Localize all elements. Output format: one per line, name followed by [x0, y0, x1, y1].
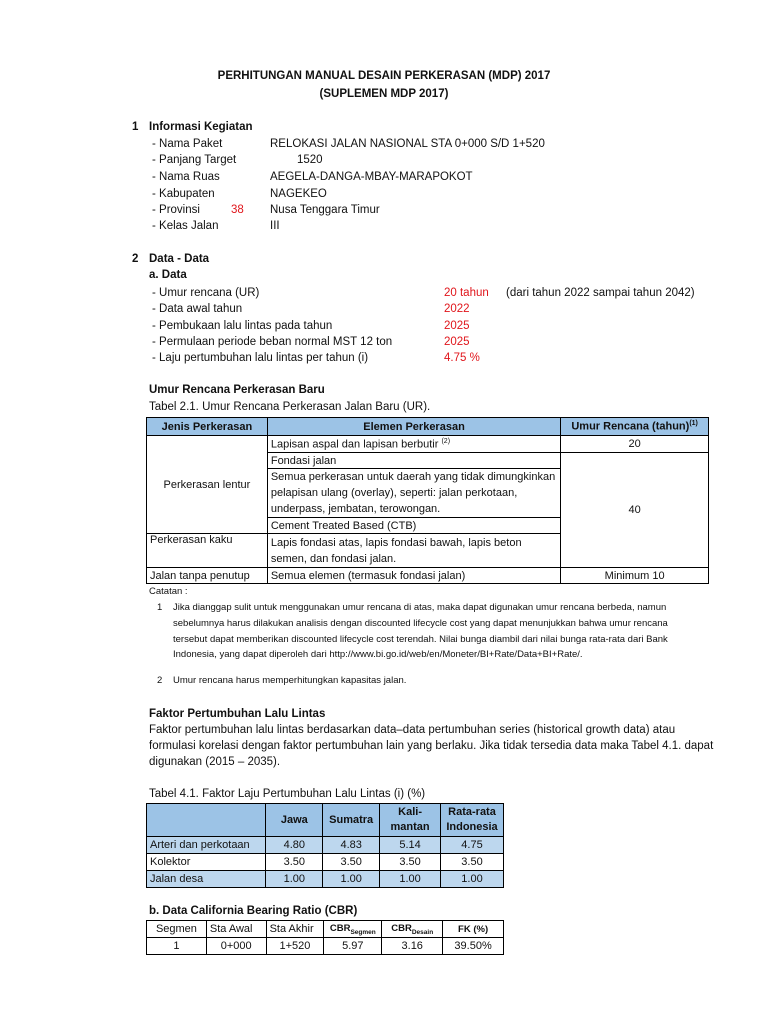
header-cbr-desain-sub: Desain	[411, 928, 434, 936]
header-rata-rata	[441, 804, 504, 837]
cell-sumatra: 1.00	[323, 871, 380, 888]
umur-rencana-heading: Umur Rencana Perkerasan Baru	[149, 384, 325, 396]
cell-sta-awal: 0+000	[206, 938, 266, 955]
header-jawa: Jawa	[266, 804, 323, 837]
row-name: Arteri dan perkotaan	[147, 837, 266, 854]
header-umur-text: Umur Rencana (tahun)	[571, 420, 690, 433]
jenis-kaku: Perkerasan kaku	[147, 534, 268, 568]
header-rata-line1: Rata-rata	[448, 806, 496, 818]
table-row	[147, 436, 709, 453]
header-fk: FK (%)	[443, 921, 504, 938]
section2-number: 2	[132, 253, 139, 265]
data-label-awal-tahun: - Data awal tahun	[152, 303, 243, 315]
data-value-pembukaan: 2025	[444, 320, 470, 332]
data-label-pembukaan: - Pembukaan lalu lintas pada tahun	[152, 320, 333, 332]
header-cbr-segmen	[324, 921, 382, 938]
cell-sumatra: 3.50	[323, 854, 380, 871]
header-cbr-desain-text: CBR	[391, 922, 412, 934]
header-sumatra: Sumatra	[323, 804, 380, 837]
row-name: Jalan desa	[147, 871, 266, 888]
info-value-panjang-target: 1520	[297, 154, 323, 166]
section1-heading: Informasi Kegiatan	[149, 121, 253, 133]
table-header-row	[147, 804, 504, 837]
info-label-nama-ruas: - Nama Ruas	[152, 171, 220, 183]
cell-jawa: 3.50	[266, 854, 323, 871]
cell-sta-akhir: 1+520	[266, 938, 324, 955]
data-label-permulaan: - Permulaan periode beban normal MST 12 ton	[152, 336, 393, 348]
umur-40: 40	[561, 453, 709, 568]
header-segmen: Segmen	[147, 921, 207, 938]
info-value-provinsi: Nusa Tenggara Timur	[270, 204, 380, 216]
elemen-lapisan-sup: (2)	[441, 437, 451, 445]
cell-jawa: 4.80	[266, 837, 323, 854]
elemen-semua-line1: Semua perkerasan untuk daerah yang tidak dimungkinkan	[270, 471, 556, 483]
cbr-table	[146, 920, 504, 955]
info-label-provinsi: - Provinsi	[152, 204, 200, 216]
cell-kalimantan: 3.50	[380, 854, 441, 871]
data-label-umur-rencana: - Umur rencana (UR)	[152, 287, 260, 299]
table-header-row	[147, 418, 709, 436]
elemen-lapisan	[267, 436, 560, 453]
faktor-caption: Tabel 4.1. Faktor Laju Pertumbuhan Lalu Lintas (i) (%)	[149, 788, 426, 800]
header-kalimantan	[380, 804, 441, 837]
umur-20: 20	[561, 436, 709, 453]
data-label-laju: - Laju pertumbuhan lalu lintas per tahun (i)	[152, 352, 369, 364]
elemen-fondasi: Fondasi jalan	[267, 453, 560, 469]
jenis-lentur: Perkerasan lentur	[147, 436, 268, 534]
faktor-paragraph-line2: formulasi korelasi dengan faktor pertumbuhan lain yang berlaku. Jika tidak tersedia data maka Tabel 4.1. dapat	[149, 740, 714, 752]
cell-fk: 39.50%	[443, 938, 504, 955]
table-header-row	[147, 921, 504, 938]
info-label-panjang-target: - Panjang Target	[152, 154, 237, 166]
section1-number: 1	[132, 121, 139, 133]
info-label-kabupaten: - Kabupaten	[152, 188, 215, 200]
cell-segmen: 1	[147, 938, 207, 955]
cell-rata: 3.50	[441, 854, 504, 871]
header-umur-sup: (1)	[689, 420, 698, 428]
section2-heading: Data - Data	[149, 253, 210, 265]
header-jenis: Jenis Perkerasan	[147, 418, 268, 436]
header-rata-line2: Indonesia	[446, 821, 498, 833]
elemen-semua-line2: pelapisan ulang (overlay), seperti: jalan perkotaan,	[270, 487, 518, 499]
faktor-paragraph-line1: Faktor pertumbuhan lalu lintas berdasarkan data–data pertumbuhan series (historical growth data) atau	[149, 724, 676, 736]
data-value-permulaan: 2025	[444, 336, 470, 348]
info-label-nama-paket: - Nama Paket	[152, 138, 223, 150]
header-cbr-segmen-text: CBR	[329, 922, 351, 934]
jenis-tanpa-penutup: Jalan tanpa penutup	[147, 568, 268, 584]
header-kalimantan-line1: Kali-	[398, 806, 422, 818]
catatan-1-line1: Jika dianggap sulit untuk menggunakan umur rencana di atas, maka dapat digunakan umur rencana berbeda, namun	[173, 602, 667, 613]
section2-sub-a: a. Data	[149, 269, 187, 281]
cell-jawa: 1.00	[266, 871, 323, 888]
data-value-umur-rencana: 20 tahun	[444, 287, 489, 299]
header-cbr-segmen-sub: Segmen	[350, 928, 376, 936]
faktor-table	[146, 803, 504, 888]
elemen-lapisan-text: Lapisan aspal dan lapisan berbutir	[270, 438, 439, 451]
info-value-kabupaten: NAGEKEO	[270, 188, 327, 200]
cell-cbr-segmen: 5.97	[324, 938, 382, 955]
cbr-heading: b. Data California Bearing Ratio (CBR)	[149, 905, 358, 917]
umur-minimum: Minimum 10	[561, 568, 709, 584]
info-value-kelas-jalan: III	[270, 220, 280, 232]
header-sta-awal: Sta Awal	[206, 921, 266, 938]
cell-sumatra: 4.83	[323, 837, 380, 854]
cell-kalimantan: 1.00	[380, 871, 441, 888]
elemen-semua-perkerasan	[267, 469, 560, 518]
elemen-kaku-line2: semen, dan fondasi jalan.	[270, 552, 397, 565]
faktor-paragraph-line3: digunakan (2015 – 2035).	[149, 756, 281, 768]
info-value-nama-paket: RELOKASI JALAN NASIONAL STA 0+000 S/D 1+520	[270, 138, 545, 150]
cell-cbr-desain: 3.16	[382, 938, 443, 955]
header-blank	[147, 804, 266, 837]
catatan-2: Umur rencana harus memperhitungkan kapasitas jalan.	[173, 675, 407, 686]
faktor-heading: Faktor Pertumbuhan Lalu Lintas	[149, 708, 326, 720]
header-elemen: Elemen Perkerasan	[267, 418, 560, 436]
elemen-semua-line3: underpass, jembatan, terowongan.	[270, 503, 441, 515]
catatan-1-line3: tersebut dapat memberikan discounted lifecycle cost terendah. Nilai bunga diambil dari nilai bunga rata-rata dari Bank	[173, 634, 668, 645]
catatan-number-2: 2	[157, 675, 163, 686]
umur-rencana-caption: Tabel 2.1. Umur Rencana Perkerasan Jalan Baru (UR).	[149, 401, 431, 413]
info-code-provinsi: 38	[231, 204, 244, 216]
doc-title-line2: (SUPLEMEN MDP 2017)	[319, 88, 449, 100]
cell-rata: 4.75	[441, 837, 504, 854]
elemen-kaku	[267, 534, 560, 568]
row-name: Kolektor	[147, 854, 266, 871]
elemen-tanpa-penutup: Semua elemen (termasuk fondasi jalan)	[267, 568, 560, 584]
cell-rata: 1.00	[441, 871, 504, 888]
info-value-nama-ruas: AEGELA-DANGA-MBAY-MARAPOKOT	[270, 171, 473, 183]
table-row	[147, 568, 709, 584]
info-label-kelas-jalan: - Kelas Jalan	[152, 220, 219, 232]
catatan-1-line2: sebelumnya harus dilakukan analisis dengan discounted lifecycle cost yang dapat menunjukkan bahwa umur rencana	[173, 618, 668, 629]
data-value-awal-tahun: 2022	[444, 303, 470, 315]
header-cbr-desain	[382, 921, 443, 938]
data-note-umur-rencana: (dari tahun 2022 sampai tahun 2042)	[506, 287, 695, 299]
elemen-kaku-line1: Lapis fondasi atas, lapis fondasi bawah, lapis beton	[270, 536, 522, 549]
header-umur	[561, 418, 709, 436]
catatan-label: Catatan :	[149, 586, 188, 597]
umur-rencana-table	[146, 417, 709, 584]
data-value-laju: 4.75 %	[444, 352, 480, 364]
catatan-1-line4: Indonesia, yang dapat diperoleh dari http://www.bi.go.id/web/en/Moneter/BI+Rate/Data+BI+Rate/.	[173, 649, 583, 660]
header-sta-akhir: Sta Akhir	[266, 921, 324, 938]
table-row	[147, 837, 504, 854]
catatan-number-1: 1	[157, 602, 163, 613]
table-row	[147, 938, 504, 955]
table-row	[147, 871, 504, 888]
cell-kalimantan: 5.14	[380, 837, 441, 854]
elemen-ctb: Cement Treated Based (CTB)	[267, 518, 560, 534]
table-row	[147, 854, 504, 871]
header-kalimantan-line2: mantan	[390, 821, 430, 833]
doc-title-line1: PERHITUNGAN MANUAL DESAIN PERKERASAN (MDP) 2017	[217, 70, 551, 82]
